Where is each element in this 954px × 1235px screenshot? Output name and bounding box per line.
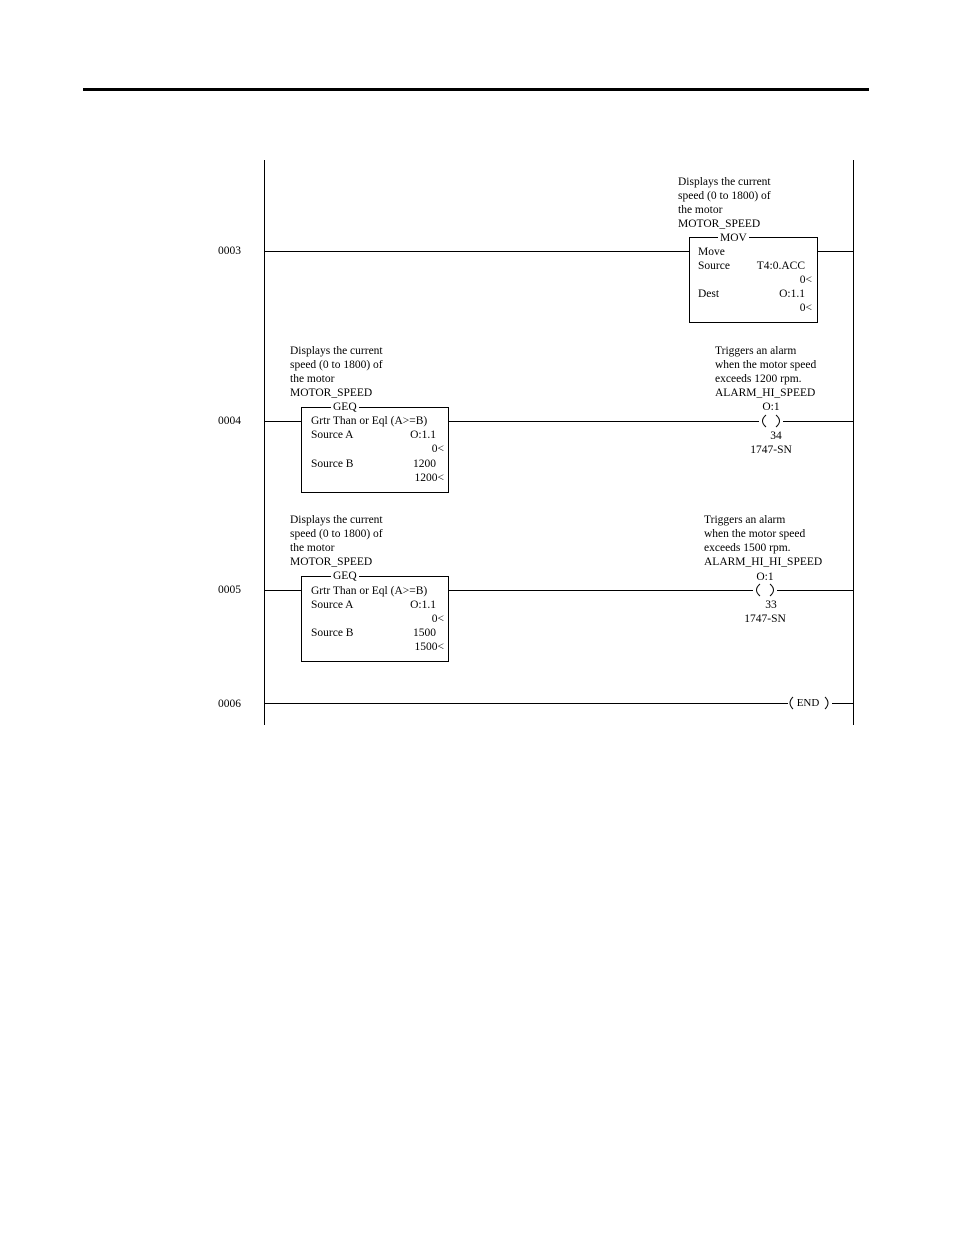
param-value: 0< [799,302,812,314]
instruction-name: Grtr Than or Eql (A>=B) [311,585,428,597]
rung-wire [264,703,788,704]
end-right-paren-icon [824,695,832,711]
rung-number: 0003 [218,245,241,257]
comment-line: ALARM_HI_HI_SPEED [704,556,823,568]
param-value: O:1.1 [410,599,436,611]
param-label: Source B [311,627,354,639]
comment-line: exceeds 1500 rpm. [704,542,791,554]
instruction-name: Move [698,246,725,258]
output-coil-icon[interactable] [757,413,785,429]
instruction-mnemonic: GEQ [333,570,357,582]
output-coil-icon[interactable] [751,582,779,598]
param-value: O:1.1 [410,429,436,441]
param-value: 0< [799,274,812,286]
output-bit: 34 [770,430,782,442]
rung-number: 0006 [218,698,241,710]
comment-line: Triggers an alarm [715,345,797,357]
rung-number: 0005 [218,584,241,596]
comment-line: Displays the current [678,176,771,188]
rung-number: 0004 [218,415,241,427]
rung-wire [264,251,689,252]
rung-wire [817,251,853,252]
comment-line: when the motor speed [704,528,806,540]
instruction-name: Grtr Than or Eql (A>=B) [311,415,428,427]
param-value: O:1.1 [779,288,805,300]
param-value: 0< [431,613,444,625]
comment-line: speed (0 to 1800) of [290,528,383,540]
comment-line: the motor [678,204,723,216]
rung-wire [448,421,759,422]
param-label: Source A [311,429,354,441]
rung-wire [832,703,853,704]
param-value: 1500 [413,627,436,639]
output-module: 1747-SN [744,613,786,625]
param-value: T4:0.ACC [756,260,805,272]
comment-line: when the motor speed [715,359,817,371]
param-value: 1200 [413,458,436,470]
output-address: O:1 [762,401,780,413]
rung-wire [264,421,301,422]
comment-line: MOTOR_SPEED [678,218,761,230]
param-value: 1200< [414,472,444,484]
rung-wire [783,421,853,422]
comment-line: speed (0 to 1800) of [678,190,771,202]
output-address: O:1 [756,571,774,583]
comment-line: MOTOR_SPEED [290,556,373,568]
comment-line: the motor [290,542,335,554]
end-instruction[interactable]: END [796,697,820,709]
comment-line: exceeds 1200 rpm. [715,373,802,385]
param-label: Source [698,260,730,272]
right-power-rail [853,160,854,725]
rung-wire [264,590,301,591]
param-label: Source B [311,458,354,470]
instruction-mnemonic: GEQ [333,401,357,413]
rung-wire [448,590,753,591]
output-bit: 33 [765,599,777,611]
param-value: 0< [431,443,444,455]
param-label: Dest [698,288,720,300]
param-label: Source A [311,599,354,611]
comment-line: Triggers an alarm [704,514,786,526]
param-value: 1500< [414,641,444,653]
instruction-mnemonic: MOV [720,232,747,244]
left-power-rail [264,160,265,725]
rung-wire [777,590,853,591]
comment-line: Displays the current [290,345,383,357]
output-module: 1747-SN [750,444,792,456]
comment-line: ALARM_HI_SPEED [715,387,816,399]
header-rule [83,88,869,91]
comment-line: speed (0 to 1800) of [290,359,383,371]
comment-line: Displays the current [290,514,383,526]
comment-line: MOTOR_SPEED [290,387,373,399]
comment-line: the motor [290,373,335,385]
